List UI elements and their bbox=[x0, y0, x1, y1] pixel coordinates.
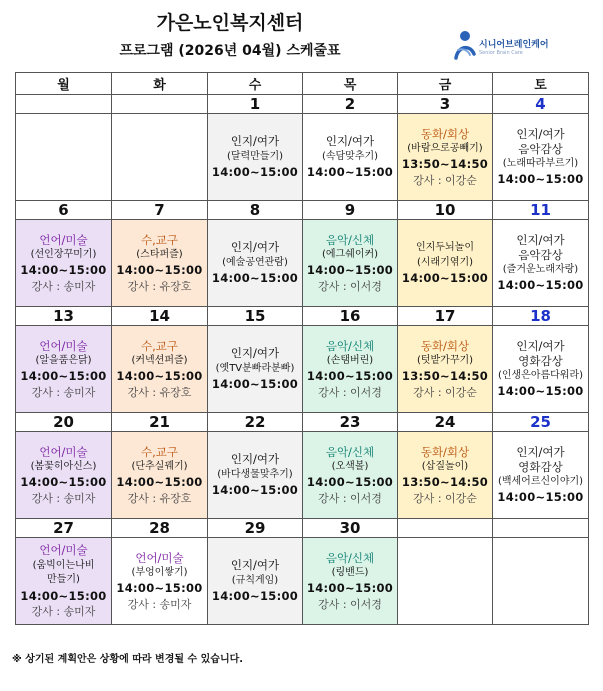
date-number: 30 bbox=[303, 519, 398, 538]
program-category: 인지/여가 bbox=[230, 558, 280, 573]
program-activity: (에그쉐이커) bbox=[321, 248, 379, 260]
program-cell bbox=[208, 432, 303, 519]
weekday-header-row bbox=[16, 73, 589, 95]
program-cell bbox=[16, 538, 112, 625]
date-number: 25 bbox=[493, 413, 589, 432]
program-time: 14:00~15:00 bbox=[116, 475, 203, 490]
program-time: 14:00~15:00 bbox=[211, 483, 299, 498]
program-time: 14:00~15:00 bbox=[497, 490, 584, 505]
program-category: 언어/미술 bbox=[135, 550, 184, 565]
logo-text: 시니어브레인케어 bbox=[479, 40, 549, 50]
program-category: 언어/미술 bbox=[39, 543, 88, 558]
program-time: 14:00~15:00 bbox=[211, 589, 299, 604]
program-cell bbox=[303, 220, 398, 307]
program-category: 음악감상 bbox=[518, 141, 563, 156]
date-number: 15 bbox=[208, 307, 303, 326]
program-cell bbox=[112, 326, 208, 413]
program-category: 인지/여가 bbox=[516, 233, 565, 248]
program-teacher: 강사 : 송미자 bbox=[31, 491, 96, 505]
program-cell bbox=[398, 538, 493, 625]
logo-subtext: Senior Brain Care bbox=[479, 50, 523, 56]
date-number: 22 bbox=[208, 413, 303, 432]
program-cell bbox=[208, 538, 303, 625]
program-teacher: 강사 : 이강순 bbox=[413, 491, 477, 505]
program-category: 음악/신체 bbox=[325, 550, 375, 565]
program-cell bbox=[208, 114, 303, 201]
program-category: 음악감상 bbox=[518, 247, 563, 262]
program-activity: (스타퍼즐) bbox=[136, 248, 183, 260]
page-title: 가은노인복지센터 bbox=[156, 12, 304, 34]
date-number: 11 bbox=[493, 201, 589, 220]
program-time: 14:00~15:00 bbox=[20, 369, 107, 384]
program-category: 수,교구 bbox=[141, 444, 178, 459]
date-number: 6 bbox=[16, 201, 112, 220]
program-teacher: 강사 : 송미자 bbox=[31, 385, 96, 399]
logo-mark-icon bbox=[452, 28, 478, 62]
program-activity: (단추실꿰기) bbox=[131, 460, 188, 472]
program-teacher: 강사 : 이강순 bbox=[413, 385, 477, 399]
program-cell bbox=[208, 326, 303, 413]
program-activity: (링밴드) bbox=[331, 566, 369, 578]
program-time: 14:00~15:00 bbox=[116, 263, 203, 278]
program-category: 언어/미술 bbox=[39, 232, 88, 247]
program-teacher: 강사 : 송미자 bbox=[127, 597, 192, 611]
date-number: 3 bbox=[398, 95, 493, 114]
program-time: 14:00~15:00 bbox=[306, 475, 394, 490]
program-cell bbox=[493, 220, 589, 307]
date-number: 13 bbox=[16, 307, 112, 326]
date-number: 17 bbox=[398, 307, 493, 326]
program-activity: (움빅이는나비 bbox=[32, 559, 95, 571]
program-category: 동화/회상 bbox=[420, 338, 470, 353]
weekday-header: 수 bbox=[208, 73, 303, 95]
weekday-header: 토 bbox=[493, 73, 589, 95]
program-time: 13:50~14:50 bbox=[401, 369, 489, 384]
program-time: 14:00~15:00 bbox=[497, 384, 584, 399]
program-time: 14:00~15:00 bbox=[211, 165, 299, 180]
date-number: 27 bbox=[16, 519, 112, 538]
date-number: 10 bbox=[398, 201, 493, 220]
program-activity: (즐거운노래자랑) bbox=[502, 263, 579, 275]
program-time: 14:00~15:00 bbox=[211, 377, 299, 392]
program-cell bbox=[493, 432, 589, 519]
program-activity: (선인장꾸미기) bbox=[30, 248, 97, 260]
weekday-header: 목 bbox=[303, 73, 398, 95]
program-cell bbox=[398, 114, 493, 201]
program-category: 음악/신체 bbox=[325, 338, 375, 353]
program-row bbox=[16, 220, 589, 307]
date-row bbox=[16, 519, 589, 538]
program-activity: (옛TV분빠라분빠) bbox=[215, 362, 295, 374]
program-cell bbox=[112, 220, 208, 307]
program-activity: (인생은아름다워라) bbox=[497, 369, 584, 381]
footer-note: ※ 상기된 계획안은 상황에 따라 변경될 수 있습니다. bbox=[12, 654, 244, 665]
page-subtitle: 프로그램 (2026년 04월) 스케줄표 bbox=[119, 43, 341, 59]
program-activity: (백세어르신이야기) bbox=[497, 475, 584, 487]
program-cell bbox=[303, 326, 398, 413]
program-teacher: 강사 : 유장호 bbox=[127, 385, 192, 399]
program-cell bbox=[112, 432, 208, 519]
date-number: 1 bbox=[208, 95, 303, 114]
program-time: 14:00~15:00 bbox=[306, 369, 394, 384]
program-category: 인지/여가 bbox=[516, 445, 565, 460]
program-teacher: 강사 : 이서경 bbox=[318, 279, 382, 293]
date-number: 2 bbox=[303, 95, 398, 114]
date-number: 7 bbox=[112, 201, 208, 220]
date-row bbox=[16, 307, 589, 326]
program-teacher: 강사 : 이서경 bbox=[318, 597, 382, 611]
program-teacher: 강사 : 유장호 bbox=[127, 491, 192, 505]
program-teacher: 강사 : 송미자 bbox=[31, 605, 96, 618]
program-activity: (규칙게임) bbox=[231, 574, 279, 586]
program-time: 14:00~15:00 bbox=[306, 581, 394, 596]
program-time: 14:00~15:00 bbox=[20, 588, 107, 603]
date-number bbox=[398, 519, 493, 538]
logo bbox=[452, 28, 602, 64]
program-activity: (봄꽃히아신스) bbox=[30, 460, 97, 472]
program-activity: (노래따라부르기) bbox=[502, 157, 579, 169]
weekday-header: 금 bbox=[398, 73, 493, 95]
weekday-header: 화 bbox=[112, 73, 208, 95]
program-time: 14:00~15:00 bbox=[116, 581, 203, 596]
program-cell bbox=[398, 432, 493, 519]
program-time: 13:50~14:50 bbox=[401, 157, 489, 172]
program-teacher: 강사 : 이서경 bbox=[318, 385, 382, 399]
program-category: 동화/회상 bbox=[420, 126, 470, 141]
date-number: 18 bbox=[493, 307, 589, 326]
program-activity: 인지두뇌놀이 bbox=[416, 242, 474, 254]
date-number: 23 bbox=[303, 413, 398, 432]
date-number bbox=[16, 95, 112, 114]
date-number: 8 bbox=[208, 201, 303, 220]
program-time: 14:00~15:00 bbox=[306, 165, 394, 180]
program-cell bbox=[493, 538, 589, 625]
program-row bbox=[16, 114, 589, 201]
program-activity: (삽질놀이) bbox=[421, 460, 469, 472]
program-category: 인지/여가 bbox=[516, 339, 565, 354]
program-activity: 만들기) bbox=[47, 574, 80, 586]
program-time: 13:50~14:50 bbox=[401, 475, 489, 490]
program-activity: (시래기엮기) bbox=[416, 256, 474, 268]
date-number: 20 bbox=[16, 413, 112, 432]
program-time: 14:00~15:00 bbox=[401, 271, 489, 286]
date-number: 28 bbox=[112, 519, 208, 538]
program-cell bbox=[208, 220, 303, 307]
date-number: 4 bbox=[493, 95, 589, 114]
program-activity: (커넥션퍼즐) bbox=[131, 354, 188, 366]
program-category: 수,교구 bbox=[141, 232, 178, 247]
date-row bbox=[16, 95, 589, 114]
program-category: 동화/회상 bbox=[420, 444, 470, 459]
schedule-table bbox=[15, 72, 589, 625]
program-cell bbox=[303, 114, 398, 201]
program-time: 14:00~15:00 bbox=[20, 263, 107, 278]
date-number: 9 bbox=[303, 201, 398, 220]
program-cell bbox=[16, 326, 112, 413]
program-category: 인지/여가 bbox=[230, 452, 280, 467]
program-category: 언어/미술 bbox=[39, 338, 88, 353]
program-row bbox=[16, 432, 589, 519]
program-activity: (손탬버린) bbox=[326, 354, 374, 366]
date-row bbox=[16, 413, 589, 432]
date-number bbox=[493, 519, 589, 538]
program-time: 14:00~15:00 bbox=[211, 271, 299, 286]
program-cell bbox=[16, 220, 112, 307]
program-time: 14:00~15:00 bbox=[116, 369, 203, 384]
date-number bbox=[112, 95, 208, 114]
program-category: 영화감상 bbox=[518, 459, 563, 474]
program-activity: (달력만들기) bbox=[226, 150, 284, 162]
program-cell bbox=[112, 538, 208, 625]
program-activity: (바람으로공빼기) bbox=[407, 142, 483, 154]
program-category: 인지/여가 bbox=[230, 346, 280, 361]
program-activity: (예술공연관람) bbox=[222, 256, 288, 268]
program-cell bbox=[16, 114, 112, 201]
program-row bbox=[16, 326, 589, 413]
program-teacher: 강사 : 이강순 bbox=[413, 173, 477, 187]
program-teacher: 강사 : 이서경 bbox=[318, 491, 382, 505]
program-time: 14:00~15:00 bbox=[306, 263, 394, 278]
program-cell bbox=[493, 326, 589, 413]
program-category: 인지/여가 bbox=[230, 240, 280, 255]
weekday-header: 월 bbox=[16, 73, 112, 95]
program-cell bbox=[398, 326, 493, 413]
program-activity: (오색볼) bbox=[331, 460, 369, 472]
program-activity: (바다생물맞추기) bbox=[217, 468, 293, 480]
program-time: 14:00~15:00 bbox=[497, 278, 584, 293]
program-category: 영화감상 bbox=[518, 353, 563, 368]
program-time: 14:00~15:00 bbox=[497, 172, 584, 187]
program-activity: (부엉이쌓기) bbox=[131, 566, 188, 578]
program-teacher: 강사 : 유장호 bbox=[127, 279, 192, 293]
program-category: 인지/여가 bbox=[516, 127, 565, 142]
program-activity: (알을품은닭) bbox=[35, 354, 92, 366]
date-number: 21 bbox=[112, 413, 208, 432]
program-cell bbox=[493, 114, 589, 201]
program-category: 음악/신체 bbox=[325, 444, 375, 459]
program-cell bbox=[303, 432, 398, 519]
program-cell bbox=[398, 220, 493, 307]
program-category: 언어/미술 bbox=[39, 444, 88, 459]
program-category: 인지/여가 bbox=[325, 134, 375, 149]
program-teacher: 강사 : 송미자 bbox=[31, 279, 96, 293]
program-category: 인지/여가 bbox=[230, 134, 280, 149]
program-activity: (속담맞추기) bbox=[321, 150, 379, 162]
date-number: 14 bbox=[112, 307, 208, 326]
program-activity: (텃밭가꾸기) bbox=[416, 354, 474, 366]
program-category: 수,교구 bbox=[141, 338, 178, 353]
program-cell bbox=[112, 114, 208, 201]
program-category: 음악/신체 bbox=[325, 232, 375, 247]
program-row bbox=[16, 538, 589, 625]
date-number: 16 bbox=[303, 307, 398, 326]
program-cell bbox=[303, 538, 398, 625]
date-number: 29 bbox=[208, 519, 303, 538]
program-time: 14:00~15:00 bbox=[20, 475, 107, 490]
date-number: 24 bbox=[398, 413, 493, 432]
program-cell bbox=[16, 432, 112, 519]
date-row bbox=[16, 201, 589, 220]
